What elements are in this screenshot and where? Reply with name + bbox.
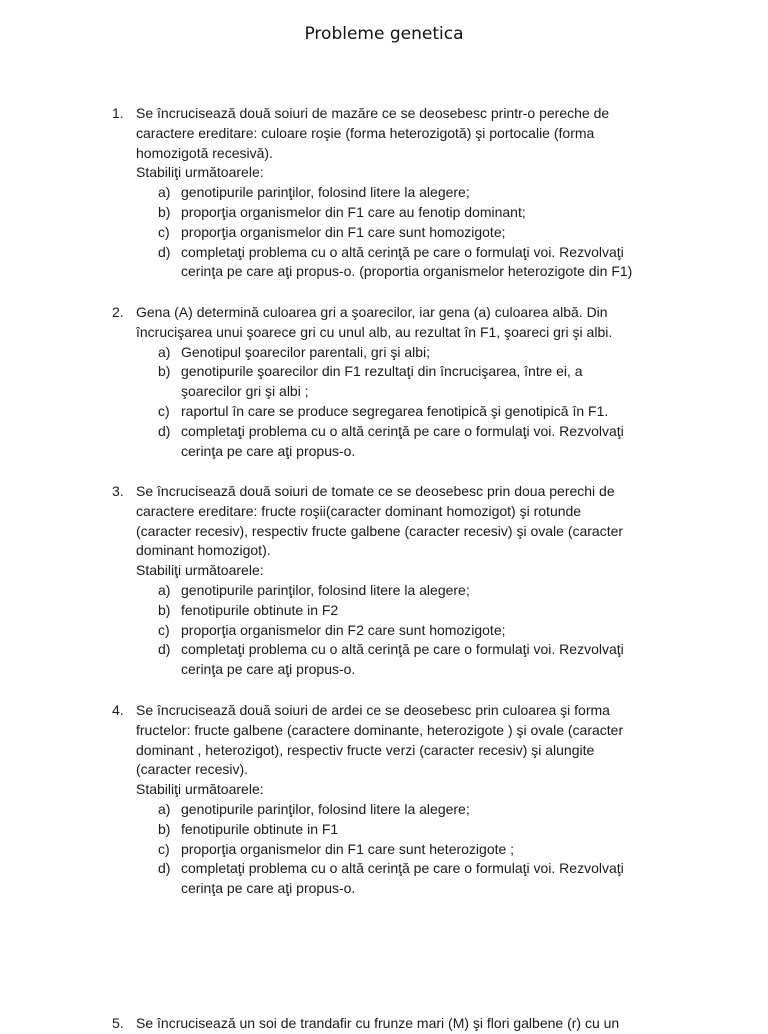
problem-text-line: dominant , heterozigot), respectiv fructe verzi (caracter recesiv) şi alungite [136,741,595,758]
problem-text-line: încrucişarea unui şoarece gri cu unul alb, au rezultat în F1, şoareci gri şi albi. [136,323,613,340]
requirement-text-line: fenotipurile obtinute in F2 [181,601,339,618]
requirement-text-line: genotipurile şoarecilor din F1 rezultaţi din încrucişarea, între ei, a [181,363,583,380]
problem-text-line: fructelor: fructe galbene (caractere dominante, heterozigote ) şi ovale (caracter [136,721,624,738]
requirement-text-line: genotipurile parinţilor, folosind litere la alegere; [181,800,470,817]
requirement-item [136,402,672,422]
problem-text-line: (caracter recesiv), respectiv fructe galbene (caracter recesiv) şi ovale (caracter [136,522,624,539]
requirement-text-line: completaţi problema cu o altă cerinţă pe care o formulaţi voi. Rezvolvaţi [181,641,624,658]
requirement-text-line: genotipurile parinţilor, folosind litere la alegere; [181,184,470,201]
requirement-text-line: proporţia organismelor din F1 care au fenotip dominant; [181,203,526,220]
requirement-letter: a) [158,581,171,598]
requirement-text-line: completaţi problema cu o altă cerinţă pe care o formulaţi voi. Rezvolvaţi [181,422,624,439]
requirement-letter: d) [158,243,171,260]
problem-text-line: Gena (A) determină culoarea gri a şoarecilor, iar gena (a) culoarea albă. Din [136,304,608,320]
requirement-item [136,581,672,601]
problem-body [136,701,672,899]
requirement-text-line: genotipurile parinţilor, folosind litere la alegere; [181,581,470,598]
page-title: Probleme genetica [304,24,464,44]
requirement-letter: c) [158,621,170,638]
requirement-text-line: proporţia organismelor din F2 care sunt homozigote; [181,621,506,638]
problem-2 [112,303,672,461]
requirement-text-line: şoarecilor gri şi albi ; [181,383,309,400]
requirement-text-line: cerinţa pe care aţi propus-o. [181,661,356,678]
requirement-item [136,859,672,899]
requirement-item [136,422,672,462]
requirement-text-line: proporţia organismelor din F1 care sunt heterozigote ; [181,840,515,857]
requirement-item [136,183,672,203]
requirement-item [136,840,672,860]
requirement-text-line: cerinţa pe care aţi propus-o. (proportia organismelor heterozigote din F1) [181,263,633,280]
problem-text-line: Se încrucisează două soiuri de tomate ce se deosebesc prin doua perechi de [136,483,615,499]
requirements-list [136,581,672,680]
problem-1 [112,104,672,282]
problem-text-line: dominant homozigot). [136,542,271,559]
requirement-letter: a) [158,184,171,201]
requirement-letter: b) [158,601,171,618]
requirement-text-line: Genotipul şoarecilor parentali, gri şi albi; [181,343,431,360]
problem-text-line: Stabiliţi următoarele: [136,164,264,181]
requirement-text-line: raportul în care se produce segregarea fenotipică şi genotipică în F1. [181,402,609,419]
problem-text-line: Se încrucisează două soiuri de ardei ce se deosebesc prin culoarea şi forma [136,702,610,718]
problem-text-line: caractere ereditare: fructe roşii(caracter dominant homozigot) şi rotunde [136,502,582,519]
requirement-letter: a) [158,343,171,360]
requirement-item [136,362,672,402]
requirement-letter: d) [158,860,171,877]
problem-text-line: homozigotă recesivă). [136,144,273,161]
problem-3 [112,482,672,680]
requirement-item [136,223,672,243]
requirement-letter: b) [158,820,171,837]
problem-body [136,104,672,282]
requirement-letter: d) [158,422,171,439]
problem-text-line: Stabiliţi următoarele: [136,562,264,579]
requirements-list [136,343,672,462]
requirement-letter: c) [158,402,170,419]
requirement-item [136,820,672,840]
requirement-letter: b) [158,363,171,380]
problem-text-line: Se încrucisează două soiuri de mazăre ce se deosebesc printr-o pereche de [136,105,610,121]
requirement-text-line: completaţi problema cu o altă cerinţă pe care o formulaţi voi. Rezvolvaţi [181,860,624,877]
problem-number: 4. [112,702,124,718]
requirement-letter: a) [158,800,171,817]
problem-number: 2. [112,304,124,320]
problem-number: 5. [112,1015,124,1031]
problem-number: 1. [112,105,124,121]
requirement-text-line: proporţia organismelor din F1 care sunt homozigote; [181,223,506,240]
problem-text-line: caractere ereditare: culoare roşie (forma heterozigotă) şi portocalie (forma [136,124,595,141]
requirement-text-line: cerinţa pe care aţi propus-o. [181,442,356,459]
requirement-text-line: fenotipurile obtinute in F1 [181,820,339,837]
problem-4 [112,701,672,899]
problem-text-line: (caracter recesiv). [136,761,249,778]
requirement-letter: d) [158,641,171,658]
requirement-letter: c) [158,840,170,857]
problem-text-line: Se încrucisează un soi de trandafir cu frunze mari (M) şi flori galbene (r) cu un [136,1015,620,1031]
requirement-text-line: cerinţa pe care aţi propus-o. [181,880,356,897]
requirement-item [136,343,672,363]
problem-text-line: Stabiliţi următoarele: [136,781,264,798]
problem-body [136,303,672,461]
requirement-item [136,800,672,820]
requirements-list [136,183,672,282]
requirement-item [136,203,672,223]
requirement-text-line: completaţi problema cu o altă cerinţă pe care o formulaţi voi. Rezvolvaţi [181,243,624,260]
requirement-item [136,601,672,621]
requirement-letter: c) [158,223,170,240]
problem-body [136,482,672,680]
requirement-item [136,640,672,680]
problem-number: 3. [112,483,124,499]
requirements-list [136,800,672,899]
requirement-letter: b) [158,203,171,220]
requirement-item [136,243,672,283]
requirement-item [136,621,672,641]
